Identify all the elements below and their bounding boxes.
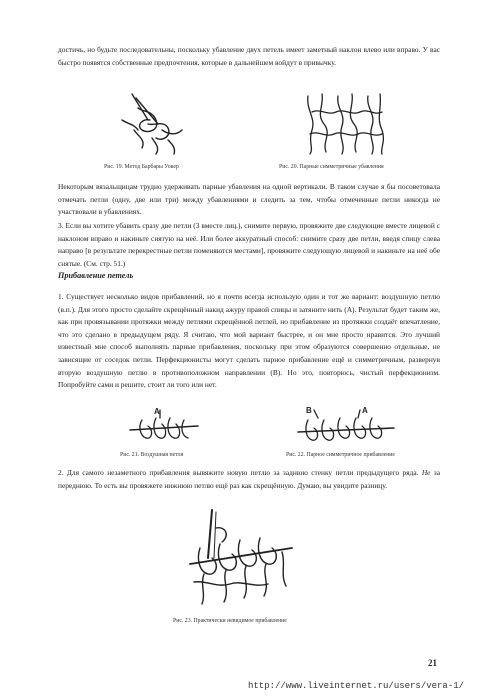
paragraph-invisible-increase-end: за переднюю. То есть вы провяжете нижнюю петлю ещё раз как скрещённую. Думаю, вы увидите разницу.: [58, 468, 440, 490]
figure-21-illustration: [128, 406, 200, 446]
paragraph-markers: Некоторым вязальщицам трудно удерживать парные убавления на одной вертикали. В таком случае я бы посоветовала отмечать петли (одну, две или три) между убавлениями и следить за тем, чтобы отмеченные петли никогда не участвовали в убавлениях.: [58, 182, 440, 217]
figure-20-caption: Рис. 20. Парные симметричные убавления: [279, 164, 384, 170]
figure-23-illustration: [186, 508, 296, 612]
paragraph-invisible-increase: [58, 467, 440, 492]
paragraph-invisible-increase-start: 2. Для самого незаметного прибавления вывяжите новую петлю за заднюю стенку петли предыдущего ряда.: [58, 468, 422, 477]
page-number: 21: [428, 658, 437, 668]
figure-19-illustration: [112, 90, 192, 156]
figure-22-label-b: B: [306, 406, 312, 415]
section-heading: Прибавление петель: [58, 271, 134, 280]
figure-21-label-a: A: [154, 407, 160, 416]
figure-23-caption: Рис. 23. Практически невидимое прибавление: [173, 618, 287, 624]
figure-22-caption: Рис. 22. Парное симметричное прибавление: [286, 452, 395, 458]
figure-19-caption: Рис. 19. Метод Барбары Уокер: [104, 164, 179, 170]
paragraph-increase-methods: 1. Существует несколько видов прибавлений, но я почти всегда использую один и тот же вариант: воздушную петлю (в.п.). Для этого просто сделайте скрещённый накид ажуру правой спицы и затяните нить (A). Результат будет таким же, как при провязывании протяжки между петлями скрещённой петлей, но прибавление из протяжки создаёт впечатление, что это сделано в предыдущем ряду. Я считаю, что мой вариант быстрее, и он мне просто нравится. Это лучший известный мне способ выполнять парные прибавления, поскольку при этом образуются совершенно отдельные, не зависящие от соседок петли. Перфекционисты могут сделать парное прибавление ещё и симметричным, развернув вторую воздушную петлю в противоположном направлении (B). Но это, повторюсь, чистый перфекционизм. Попробуйте сами и решите, стоит ли того или нет.: [58, 292, 440, 390]
figure-21-caption: Рис. 21. Воздушная петля: [120, 452, 184, 458]
figure-22-illustration: [296, 404, 396, 446]
paragraph-invisible-increase-emphasis: Не: [421, 468, 431, 477]
watermark-url: http://www.liveinternet.ru/users/vera-1/: [248, 681, 465, 691]
paragraph-top: достичь, но будьте последовательны, поскольку убавление двух петель имеет заметный наклон влево или вправо. У вас быстро появятся собственные предпочтения, которые в дальнейшем войдут в привычку.: [58, 45, 440, 67]
figure-22-label-a: A: [362, 406, 368, 415]
figure-20-illustration: [302, 90, 386, 156]
paragraph-decrease-three: 3. Если вы хотите убавить сразу две петли (3 вместе лиц.), снимите первую, провяжите две следующие вместе лицевой с наклоном вправо и накиньте снятую на неё. Или более аккуратный способ: снимите сразу две петли, введя спицу слева направо [в результате перекрестные петли поменяются местами], провяжите следующую лицевой и накиньте на неё обе снятые. (См. стр. 51.): [58, 221, 440, 268]
